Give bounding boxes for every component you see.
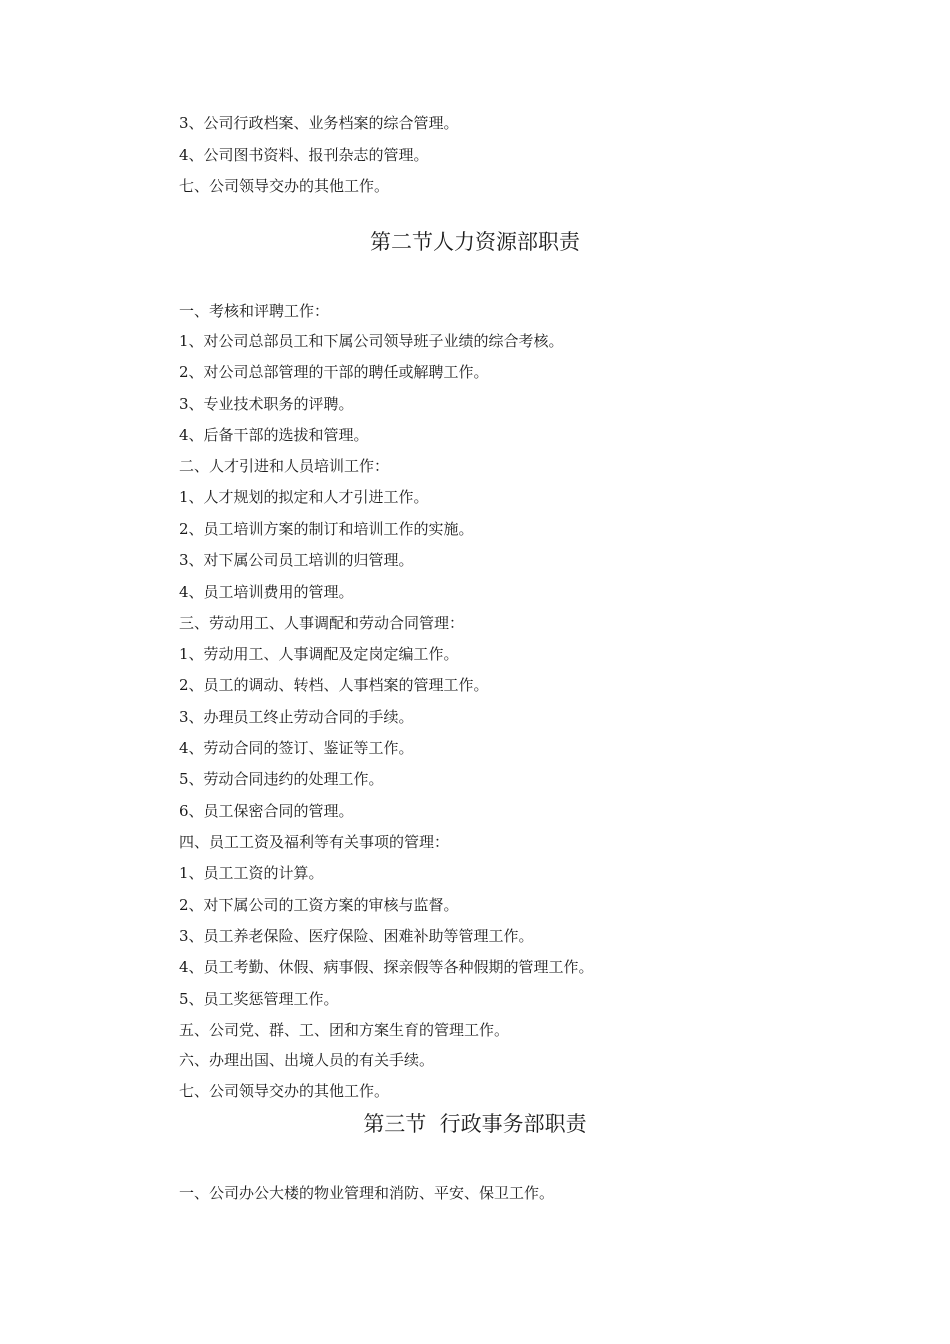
paragraph-line: 四、员工工资及福利等有关事项的管理： bbox=[179, 833, 450, 851]
paragraph-line: 3、办理员工终止劳动合同的手续。 bbox=[179, 708, 414, 726]
paragraph-line: 5、员工奖惩管理工作。 bbox=[179, 990, 339, 1008]
section-heading-admin: 第三节 行政事务部职责 bbox=[363, 1112, 587, 1136]
paragraph-line: 2、员工培训方案的制订和培训工作的实施。 bbox=[179, 520, 474, 538]
paragraph-line: 1、对公司总部员工和下属公司领导班子业绩的综合考核。 bbox=[179, 332, 564, 350]
paragraph-line: 4、后备干部的选拔和管理。 bbox=[179, 426, 369, 444]
paragraph-line: 三、劳动用工、人事调配和劳动合同管理： bbox=[179, 614, 465, 632]
paragraph-line: 1、劳动用工、人事调配及定岗定编工作。 bbox=[179, 645, 459, 663]
paragraph-line: 七、公司领导交办的其他工作。 bbox=[179, 177, 390, 195]
paragraph-line: 六、办理出国、出境人员的有关手续。 bbox=[179, 1051, 435, 1069]
paragraph-line: 一、公司办公大楼的物业管理和消防、平安、保卫工作。 bbox=[179, 1184, 555, 1202]
section-heading-hr: 第二节人力资源部职责 bbox=[370, 230, 580, 254]
paragraph-line: 4、员工考勤、休假、病事假、探亲假等各种假期的管理工作。 bbox=[179, 958, 594, 976]
paragraph-line: 4、劳动合同的签订、鉴证等工作。 bbox=[179, 739, 414, 757]
paragraph-line: 2、对下属公司的工资方案的审核与监督。 bbox=[179, 896, 459, 914]
paragraph-line: 二、人才引进和人员培训工作： bbox=[179, 457, 390, 475]
paragraph-line: 5、劳动合同违约的处理工作。 bbox=[179, 770, 384, 788]
paragraph-line: 七、公司领导交办的其他工作。 bbox=[179, 1082, 390, 1100]
paragraph-line: 6、员工保密合同的管理。 bbox=[179, 802, 354, 820]
paragraph-line: 3、公司行政档案、业务档案的综合管理。 bbox=[179, 114, 459, 132]
paragraph-line: 2、对公司总部管理的干部的聘任或解聘工作。 bbox=[179, 363, 489, 381]
paragraph-line: 3、对下属公司员工培训的归管理。 bbox=[179, 551, 414, 569]
paragraph-line: 2、员工的调动、转档、人事档案的管理工作。 bbox=[179, 676, 489, 694]
paragraph-line: 4、公司图书资料、报刊杂志的管理。 bbox=[179, 146, 429, 164]
paragraph-line: 五、公司党、群、工、团和方案生育的管理工作。 bbox=[179, 1021, 510, 1039]
paragraph-line: 1、员工工资的计算。 bbox=[179, 864, 324, 882]
paragraph-line: 3、专业技术职务的评聘。 bbox=[179, 395, 354, 413]
paragraph-line: 1、人才规划的拟定和人才引进工作。 bbox=[179, 488, 429, 506]
paragraph-line: 一、考核和评聘工作： bbox=[179, 302, 330, 320]
paragraph-line: 3、员工养老保险、医疗保险、困难补助等管理工作。 bbox=[179, 927, 534, 945]
paragraph-line: 4、员工培训费用的管理。 bbox=[179, 583, 354, 601]
